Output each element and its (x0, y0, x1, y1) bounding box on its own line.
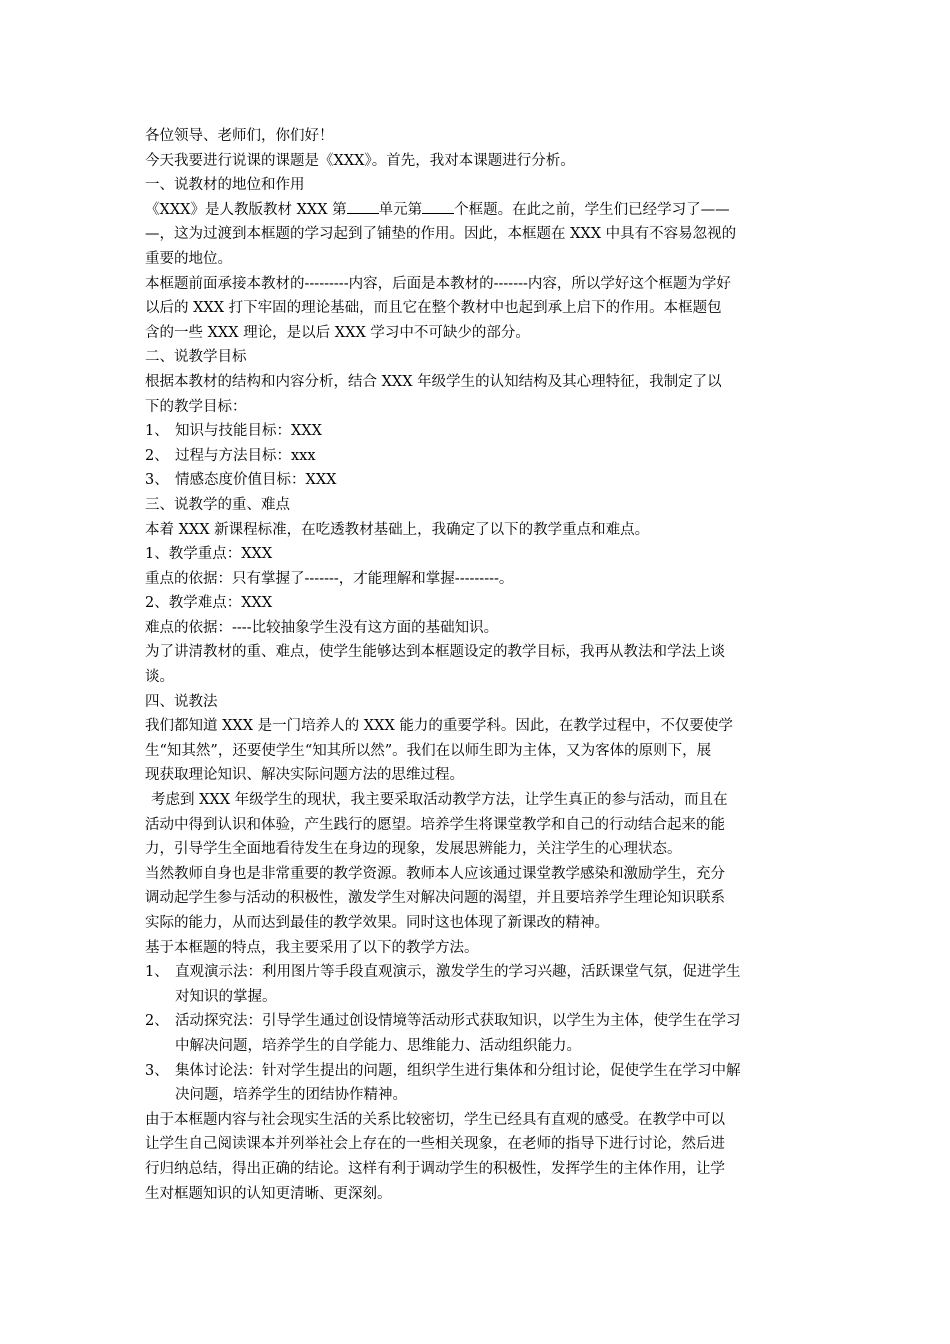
section-1-paragraph-2-line-3: 含的一些 XXX 理论，是以后 XXX 学习中不可缺少的部分。 (145, 324, 530, 341)
difficult-point-basis: 难点的依据：----比较抽象学生没有这方面的基础知识。 (145, 619, 499, 636)
method-text-line-1: 集体讨论法：针对学生提出的问题，组织学生进行集体和分组讨论，促使学生在学习中解 (175, 1062, 741, 1079)
method-item (145, 1059, 810, 1108)
section-2-paragraph-line-1: 根据本教材的结构和内容分析，结合 XXX 年级学生的认知结构及其心理特征，我制定了以 (145, 373, 722, 390)
goal-number: 3、 (145, 472, 169, 489)
section-3-paragraph-1: 本着 XXX 新课程标准，在吃透教材基础上，我确定了以下的教学重点和难点。 (145, 521, 650, 538)
method-text-line-2: 对知识的掌握。 (175, 988, 277, 1005)
method-text-line-2: 中解决问题，培养学生的自学能力、思维能力、活动组织能力。 (175, 1037, 581, 1054)
section-4-paragraph-5-line-2: 让学生自己阅读课本并列举社会上存在的一些相关现象，在老师的指导下进行讨论，然后进 (145, 1136, 725, 1153)
method-item (145, 1009, 810, 1058)
difficult-point: 2、教学难点：XXX (145, 595, 273, 612)
goal-text: 情感态度价值目标：XXX (175, 472, 337, 489)
section-4-paragraph-3-line-1: 当然教师自身也是非常重要的教学资源。教师本人应该通过课堂教学感染和激励学生，充分 (145, 865, 725, 882)
section-4-paragraph-5-line-3: 行归纳总结，得出正确的结论。这样有利于调动学生的积极性，发挥学生的主体作用，让学 (145, 1160, 725, 1177)
section-4-paragraph-1-line-3: 现获取理论知识、解决实际问题方法的思维过程。 (145, 767, 464, 784)
goal-item (145, 468, 810, 493)
goal-text: 过程与方法目标：xxx (175, 447, 316, 464)
method-first-line (145, 960, 810, 985)
s1-p1-part-b: 单元第 (378, 201, 423, 218)
intro-paragraph: 今天我要进行说课的课题是《XXX》。首先，我对本课题进行分析。 (145, 152, 575, 169)
goal-number: 1、 (145, 423, 169, 440)
method-number: 3、 (145, 1062, 169, 1079)
section-4-paragraph-3-line-3: 实际的能力，从而达到最佳的教学效果。同时这也体现了新课改的精神。 (145, 915, 609, 931)
section-4-paragraph-1-line-2: 生“知其然”，还要使学生“知其所以然”。我们在以师生即为主体，又为客体的原则下，展 (145, 742, 712, 759)
section-1-heading: 一、说教材的地位和作用 (145, 177, 305, 194)
section-4-paragraph-4: 基于本框题的特点，我主要采用了以下的教学方法。 (145, 939, 479, 956)
s1-p1-part-c: 个框题。在此之前，学生们已经学习了—— (454, 201, 730, 218)
section-4-paragraph-3-line-2: 调动起学生参与活动的积极性，激发学生对解决问题的渴望，并且要培养学生理论知识联系 (145, 890, 725, 907)
section-4-paragraph-2-line-2: 活动中得到认识和体验，产生践行的愿望。培养学生将课堂教学和自己的行动结合起来的能 (145, 816, 725, 833)
method-text-line-1: 活动探究法：引导学生通过创设情境等活动形式获取知识，以学生为主体，使学生在学习 (175, 1013, 741, 1030)
method-first-line (145, 1059, 810, 1084)
section-4-paragraph-1-line-1: 我们都知道 XXX 是一门培养人的 XXX 能力的重要学科。因此，在教学过程中，不仅要使学 (145, 718, 733, 735)
section-1-paragraph-1-line-2: —，这为过渡到本框题的学习起到了铺垫的作用。因此，本框题在 XXX 中具有不容易忽视的 (145, 226, 737, 243)
s1-p1-part-a: 《XXX》是人教版教材 XXX 第 (145, 201, 347, 218)
greeting: 各位领导、老师们，你们好！ (145, 128, 334, 144)
section-4-paragraph-5-line-4: 生对框题知识的认知更清晰、更深刻。 (145, 1185, 392, 1202)
section-2-paragraph-line-2: 下的教学目标： (145, 398, 247, 415)
key-point-basis: 重点的依据：只有掌握了-------，才能理解和掌握---------。 (145, 570, 514, 587)
section-2-heading: 二、说教学目标 (145, 349, 247, 366)
section-3-paragraph-2-line-1: 为了讲清教材的重、难点，使学生能够达到本框题设定的教学目标，我再从教法和学法上谈 (145, 644, 725, 661)
section-4-heading: 四、说教法 (145, 693, 218, 710)
document-body (145, 124, 810, 1206)
method-number: 2、 (145, 1013, 169, 1030)
method-item (145, 960, 810, 1009)
section-4-paragraph-5-line-1: 由于本框题内容与社会现实生活的关系比较密切，学生已经具有直观的感受。在教学中可以 (145, 1111, 725, 1128)
method-number: 1、 (145, 964, 169, 981)
section-3-paragraph-2-line-2: 谈。 (145, 669, 174, 686)
method-first-line (145, 1009, 810, 1034)
method-text-line-2: 决问题，培养学生的团结协作精神。 (175, 1087, 407, 1104)
goal-text: 知识与技能目标：XXX (175, 423, 322, 440)
method-text-line-1: 直观演示法：利用图片等手段直观演示，激发学生的学习兴趣，活跃课堂气氛，促进学生 (175, 964, 741, 981)
fill-blank (422, 199, 454, 214)
section-1-paragraph-1-line-3: 重要的地位。 (145, 250, 232, 267)
fill-blank (347, 199, 379, 214)
goal-item (145, 444, 810, 469)
section-4-paragraph-2-line-1: 考虑到 XXX 年级学生的现状，我主要采取活动教学方法，让学生真正的参与活动，而且在 (151, 792, 728, 809)
goal-item (145, 419, 810, 444)
section-1-paragraph-2-line-2: 以后的 XXX 打下牢固的理论基础，而且它在整个教材中也起到承上启下的作用。本框题包 (145, 300, 722, 317)
goal-number: 2、 (145, 447, 169, 464)
section-3-heading: 三、说教学的重、难点 (145, 496, 290, 513)
section-4-paragraph-2-line-3: 力，引导学生全面地看待发生在身边的现象，发展思辨能力，关注学生的心理状态。 (145, 841, 682, 858)
section-1-paragraph-2-line-1: 本框题前面承接本教材的---------内容，后面是本教材的-------内容，所以学好这个框题为学好 (145, 275, 731, 292)
key-point: 1、教学重点：XXX (145, 546, 273, 563)
section-1-paragraph-1 (145, 198, 810, 223)
